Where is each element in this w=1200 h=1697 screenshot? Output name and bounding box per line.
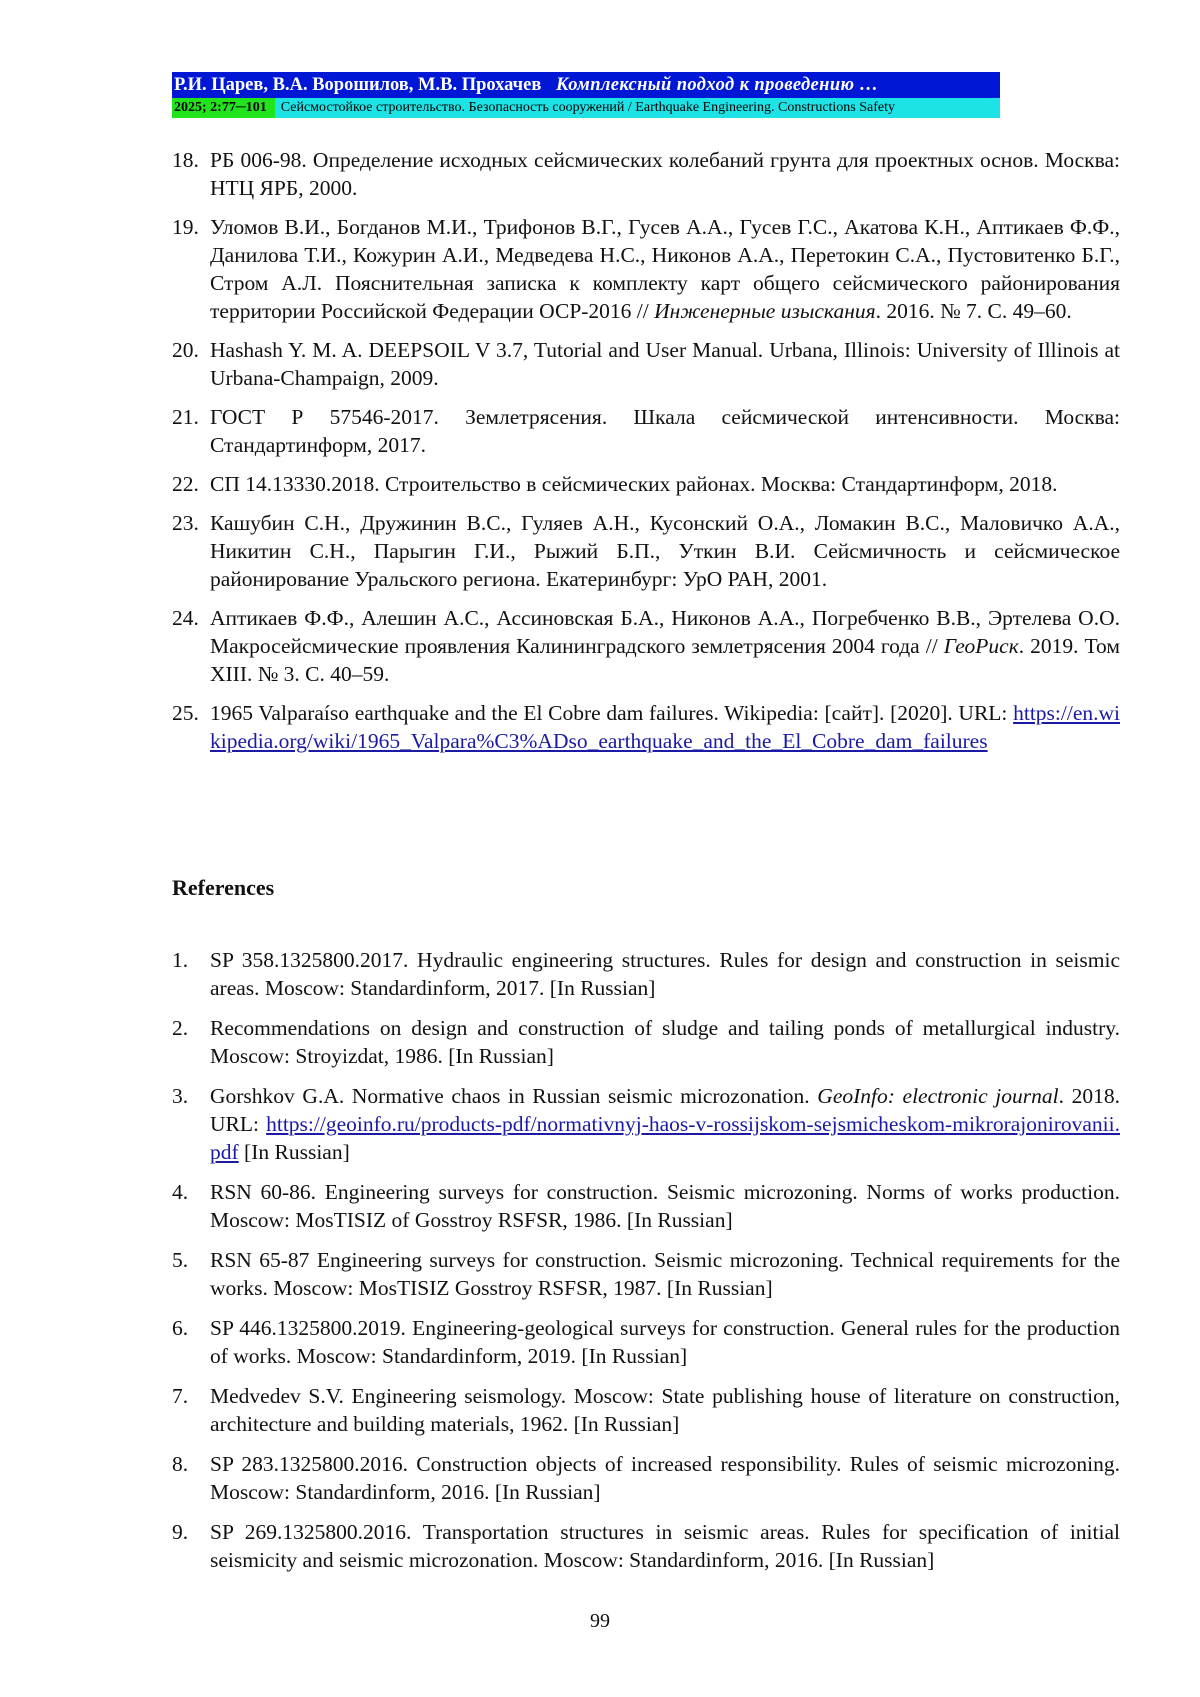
reference-number: 6. bbox=[172, 1314, 210, 1370]
reference-item bbox=[172, 1014, 1120, 1070]
reference-journal: ГеоРиск bbox=[944, 634, 1019, 658]
reference-number: 24. bbox=[172, 604, 210, 688]
reference-number: 20. bbox=[172, 336, 210, 392]
reference-text: SP 446.1325800.2019. Engineering-geological surveys for construction. General rules for the production of works. Moscow: Standardinform, 2019. [In Russian] bbox=[210, 1314, 1120, 1370]
reference-number: 25. bbox=[172, 699, 210, 755]
reference-item bbox=[172, 1450, 1120, 1506]
header-issue: 2025; 2:77─101 bbox=[172, 98, 275, 118]
page-number: 99 bbox=[0, 1610, 1200, 1633]
russian-reference-list bbox=[172, 146, 1120, 766]
reference-item bbox=[172, 509, 1120, 593]
reference-text: 1965 Valparaíso earthquake and the El Cobre dam failures. Wikipedia: [сайт]. [2020]. URL: https://en.wikipedia.org/wiki/1965_Valpara%C3%ADso_earthquake_and_the_El_Cobre_dam_failures bbox=[210, 699, 1120, 755]
reference-text: RSN 65-87 Engineering surveys for construction. Seismic microzoning. Technical requirements for the works. Moscow: MosTISIZ Gosstroy RSFSR, 1987. [In Russian] bbox=[210, 1246, 1120, 1302]
reference-number: 9. bbox=[172, 1518, 210, 1574]
reference-number: 1. bbox=[172, 946, 210, 1002]
reference-number: 7. bbox=[172, 1382, 210, 1438]
reference-item bbox=[172, 403, 1120, 459]
reference-text: RSN 60-86. Engineering surveys for construction. Seismic microzoning. Norms of works production. Moscow: MosTISIZ of Gosstroy RSFSR, 1986. [In Russian] bbox=[210, 1178, 1120, 1234]
reference-number: 19. bbox=[172, 213, 210, 325]
header-title-bar bbox=[172, 72, 1000, 98]
english-reference-list bbox=[172, 946, 1120, 1586]
reference-text: Recommendations on design and construction of sludge and tailing ponds of metallurgical industry. Moscow: Stroyizdat, 1986. [In Russian] bbox=[210, 1014, 1120, 1070]
reference-url-link[interactable]: https://en.wikipedia.org/wiki/1965_Valpara%C3%ADso_earthquake_and_the_El_Cobre_dam_failures bbox=[210, 701, 1120, 753]
reference-number: 8. bbox=[172, 1450, 210, 1506]
reference-text: SP 358.1325800.2017. Hydraulic engineering structures. Rules for design and construction in seismic areas. Moscow: Standardinform, 2017. [In Russian] bbox=[210, 946, 1120, 1002]
reference-text: Hashash Y. M. A. DEEPSOIL V 3.7, Tutorial and User Manual. Urbana, Illinois: University of Illinois at Urbana-Champaign, 2009. bbox=[210, 336, 1120, 392]
reference-number: 2. bbox=[172, 1014, 210, 1070]
reference-journal: Инженерные изыскания bbox=[654, 299, 875, 323]
reference-item bbox=[172, 1178, 1120, 1234]
reference-number: 5. bbox=[172, 1246, 210, 1302]
reference-item bbox=[172, 1518, 1120, 1574]
reference-number: 18. bbox=[172, 146, 210, 202]
reference-text: Уломов В.И., Богданов М.И., Трифонов В.Г., Гусев А.А., Гусев Г.С., Акатова К.Н., Аптикаев Ф.Ф., Данилова Т.И., Кожурин А.И., Медведева Н.С., Никонов А.А., Перетокин С.А., Пустовитенко Б.Г., Стром А.Л. Пояснительная записка к комплекту карт общего сейсмического районирования территории Российской Федерации ОСР-2016 // Инженерные изыскания. 2016. № 7. С. 49–60. bbox=[210, 213, 1120, 325]
running-header bbox=[172, 72, 1000, 118]
reference-text: РБ 006-98. Определение исходных сейсмических колебаний грунта для проектных основ. Москва: НТЦ ЯРБ, 2000. bbox=[210, 146, 1120, 202]
document-page bbox=[0, 0, 1200, 1697]
reference-text: Аптикаев Ф.Ф., Алешин А.С., Ассиновская Б.А., Никонов А.А., Погребченко В.В., Эртелева О.О. Макросейсмические проявления Калининградского землетрясения 2004 года // ГеоРиск. 2019. Том XIII. № 3. С. 40–59. bbox=[210, 604, 1120, 688]
reference-url-link[interactable]: https://geoinfo.ru/products-pdf/normativnyj-haos-v-rossijskom-sejsmicheskom-mikrorajonirovanii.pdf bbox=[210, 1112, 1120, 1164]
reference-number: 22. bbox=[172, 470, 210, 498]
reference-item bbox=[172, 1082, 1120, 1166]
reference-number: 21. bbox=[172, 403, 210, 459]
reference-journal: GeoInfo: electronic journal bbox=[817, 1084, 1058, 1108]
reference-item bbox=[172, 604, 1120, 688]
reference-number: 3. bbox=[172, 1082, 210, 1166]
reference-text: СП 14.13330.2018. Строительство в сейсмических районах. Москва: Стандартинформ, 2018. bbox=[210, 470, 1120, 498]
reference-text: Gorshkov G.A. Normative chaos in Russian seismic microzonation. GeoInfo: electronic journal. 2018. URL: https://geoinfo.ru/products-pdf/normativnyj-haos-v-rossijskom-sejsmicheskom-mikrorajonirovanii.pdf [In Russian] bbox=[210, 1082, 1120, 1166]
reference-number: 4. bbox=[172, 1178, 210, 1234]
reference-item bbox=[172, 336, 1120, 392]
reference-item bbox=[172, 1314, 1120, 1370]
reference-item bbox=[172, 213, 1120, 325]
reference-item bbox=[172, 1246, 1120, 1302]
reference-item bbox=[172, 946, 1120, 1002]
reference-number: 23. bbox=[172, 509, 210, 593]
header-authors: Р.И. Царев, В.А. Ворошилов, М.В. Прохачев bbox=[174, 75, 541, 95]
header-journal-bar bbox=[172, 98, 1000, 118]
reference-text: Medvedev S.V. Engineering seismology. Moscow: State publishing house of literature on construction, architecture and building materials, 1962. [In Russian] bbox=[210, 1382, 1120, 1438]
reference-text: Кашубин С.Н., Дружинин В.С., Гуляев А.Н., Кусонский О.А., Ломакин В.С., Маловичко А.А., Никитин С.Н., Парыгин Г.И., Рыжий Б.П., Уткин В.И. Сейсмичность и сейсмическое районирование Уральского региона. Екатеринбург: УрО РАН, 2001. bbox=[210, 509, 1120, 593]
header-journal-name: Сейсмостойкое строительство. Безопасность сооружений / Earthquake Engineering. Constructions Safety bbox=[275, 98, 1000, 118]
header-article-title: Комплексный подход к проведению … bbox=[556, 75, 878, 95]
reference-item bbox=[172, 699, 1120, 755]
reference-text: SP 283.1325800.2016. Construction objects of increased responsibility. Rules of seismic microzoning. Moscow: Standardinform, 2016. [In Russian] bbox=[210, 1450, 1120, 1506]
reference-text: ГОСТ Р 57546-2017. Землетрясения. Шкала сейсмической интенсивности. Москва: Стандартинформ, 2017. bbox=[210, 403, 1120, 459]
reference-item bbox=[172, 146, 1120, 202]
reference-item bbox=[172, 470, 1120, 498]
reference-item bbox=[172, 1382, 1120, 1438]
reference-text: SP 269.1325800.2016. Transportation structures in seismic areas. Rules for specification of initial seismicity and seismic microzonation. Moscow: Standardinform, 2016. [In Russian] bbox=[210, 1518, 1120, 1574]
references-heading: References bbox=[172, 875, 274, 901]
